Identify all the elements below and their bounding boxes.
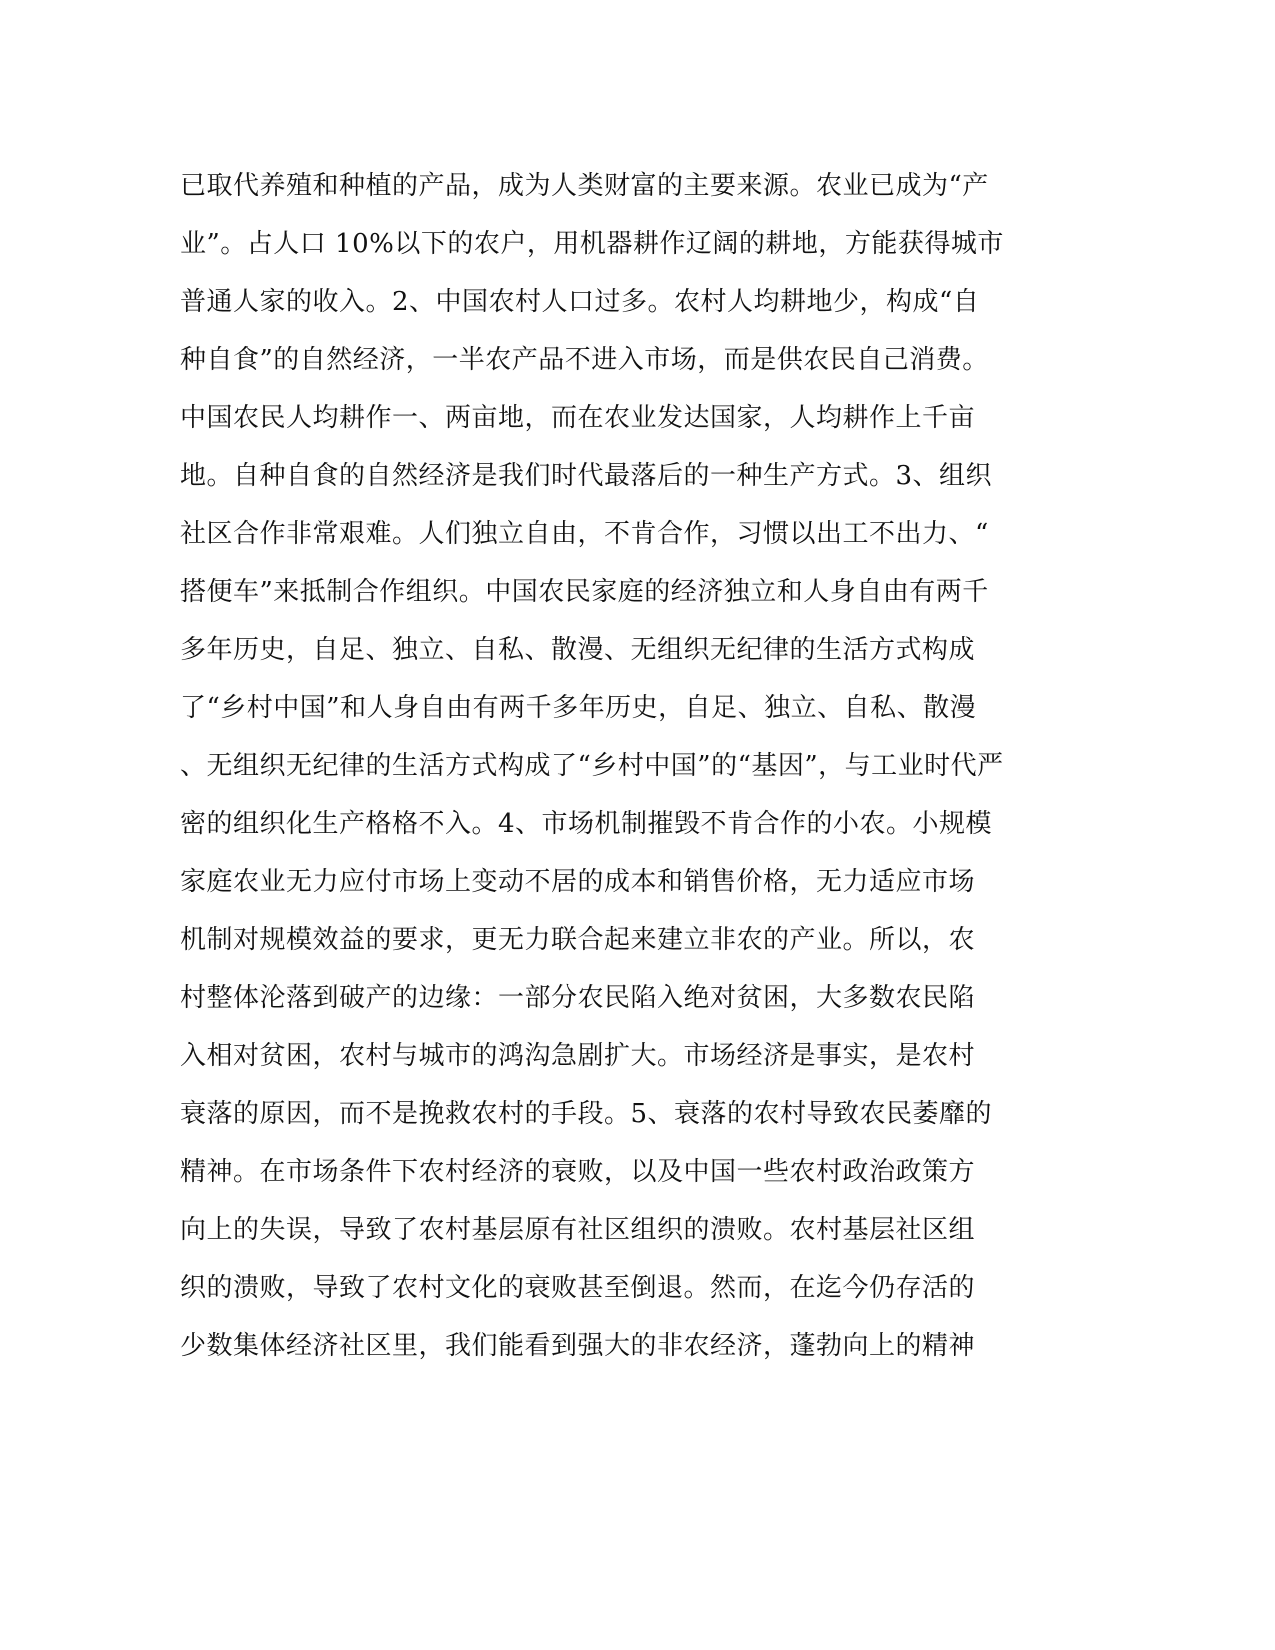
- text-line: 机制对规模效益的要求，更无力联合起来建立非农的产业。所以，农: [180, 925, 976, 955]
- text-line: 衰落的原因，而不是挽救农村的手段。5、衰落的农村导致农民萎靡的: [180, 1099, 993, 1129]
- text-line: 向上的失误，导致了农村基层原有社区组织的溃败。农村基层社区组: [180, 1215, 976, 1245]
- text-line: 地。自种自食的自然经济是我们时代最落后的一种生产方式。3、组织: [180, 461, 993, 491]
- text-line: 密的组织化生产格格不入。4、市场机制摧毁不肯合作的小农。小规模: [180, 809, 993, 839]
- text-line: 了“乡村中国”和人身自由有两千多年历史，自足、独立、自私、散漫: [180, 693, 977, 723]
- text-line: 已取代养殖和种植的产品，成为人类财富的主要来源。农业已成为“产: [180, 171, 989, 201]
- text-line: 少数集体经济社区里，我们能看到强大的非农经济，蓬勃向上的精神: [180, 1331, 976, 1361]
- body-text: [180, 157, 1040, 1375]
- text-line: 搭便车”来抵制合作组织。中国农民家庭的经济独立和人身自由有两千: [180, 577, 989, 607]
- text-line: 家庭农业无力应付市场上变动不居的成本和销售价格，无力适应市场: [180, 867, 976, 897]
- text-line: 普通人家的收入。2、中国农村人口过多。农村人均耕地少，构成“自: [180, 287, 980, 317]
- text-line: 多年历史，自足、独立、自私、散漫、无组织无纪律的生活方式构成: [180, 635, 976, 665]
- text-line: 村整体沦落到破产的边缘：一部分农民陷入绝对贫困，大多数农民陷: [180, 983, 976, 1013]
- text-line: 织的溃败，导致了农村文化的衰败甚至倒退。然而，在迄今仍存活的: [180, 1273, 976, 1303]
- text-line: 社区合作非常艰难。人们独立自由，不肯合作，习惯以出工不出力、“: [180, 519, 989, 549]
- text-line: 业”。占人口 10%以下的农户，用机器耕作辽阔的耕地，方能获得城市: [180, 229, 1004, 259]
- text-line: 中国农民人均耕作一、两亩地，而在农业发达国家，人均耕作上千亩: [180, 403, 976, 433]
- text-line: 、无组织无纪律的生活方式构成了“乡村中国”的“基因”，与工业时代严: [180, 751, 1004, 781]
- text-line: 种自食”的自然经济，一半农产品不进入市场，而是供农民自己消费。: [180, 345, 989, 375]
- text-line: 精神。在市场条件下农村经济的衰败，以及中国一些农村政治政策方: [180, 1157, 976, 1187]
- text-line: 入相对贫困，农村与城市的鸿沟急剧扩大。市场经济是事实，是农村: [180, 1041, 976, 1071]
